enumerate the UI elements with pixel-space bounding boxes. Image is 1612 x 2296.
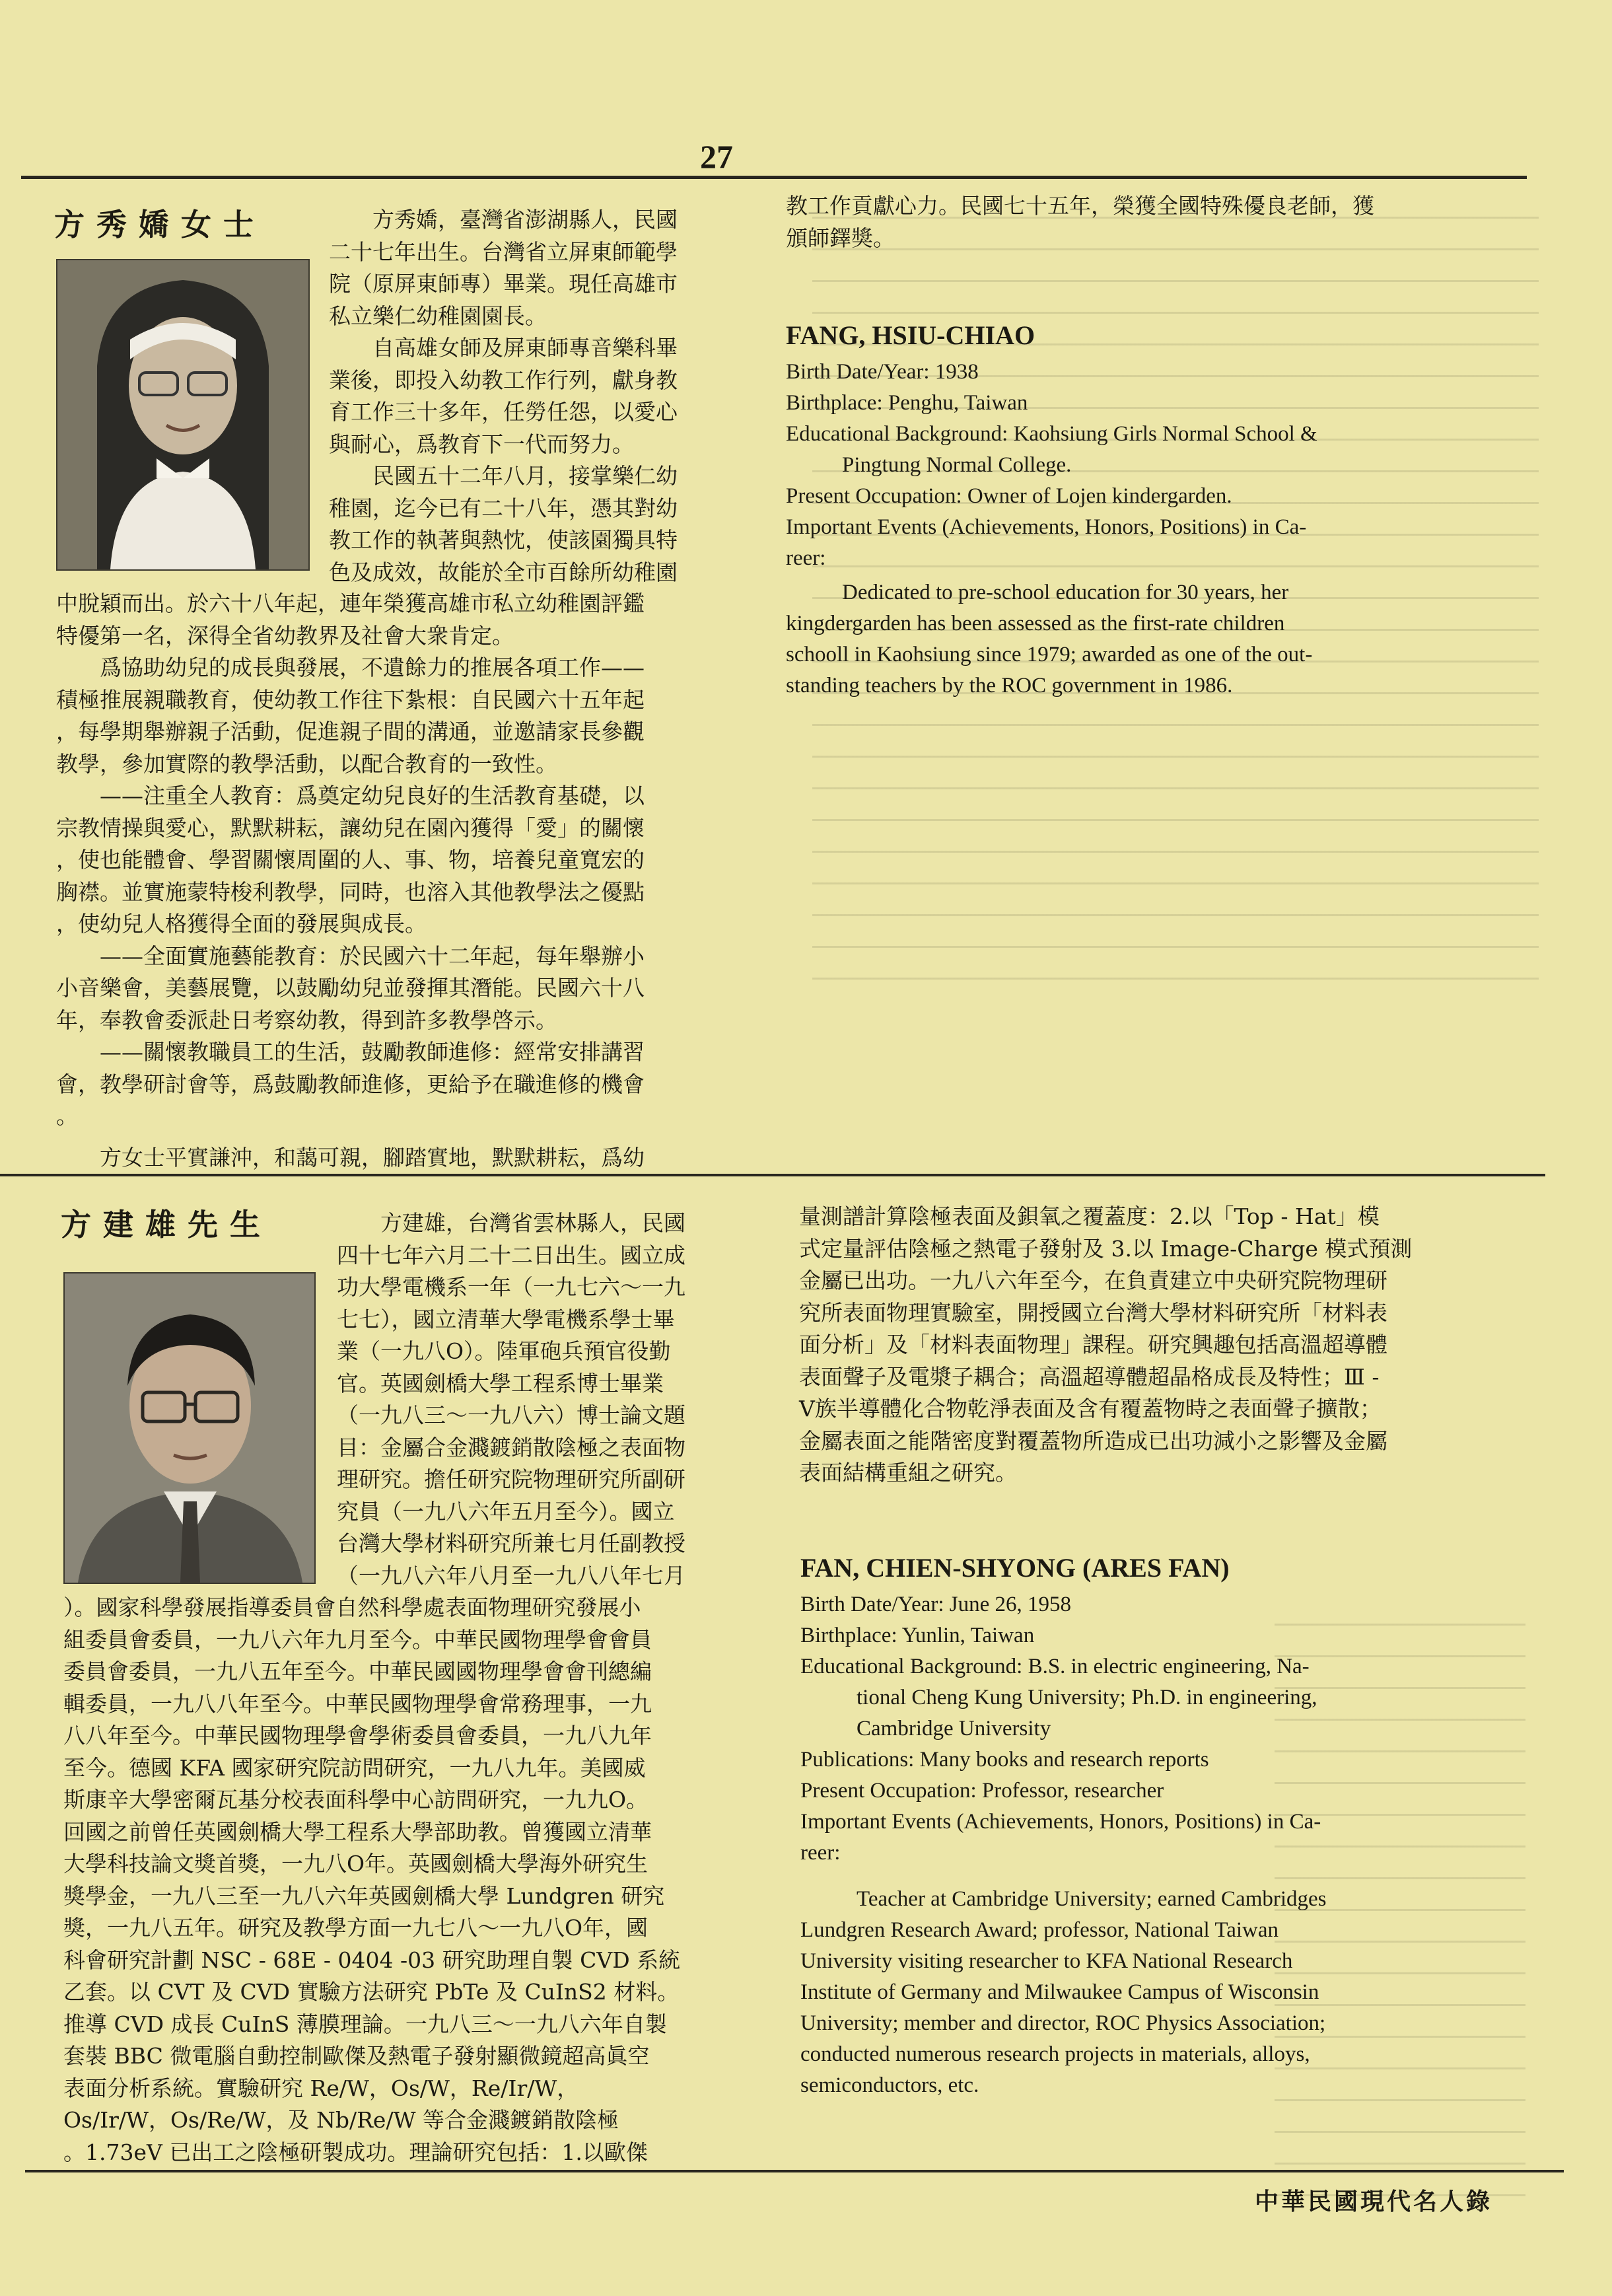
career-line: University; member and director, ROC Physics Association;	[800, 2011, 1326, 2035]
info-line: reer:	[786, 546, 826, 570]
bio-line: 量測譜計算陰極表面及鋇氧之覆蓋度：2.以「Top - Hat」模	[799, 1203, 1380, 1229]
entry2-bio-zh-wrapped	[337, 1207, 740, 1592]
info-line: reer:	[800, 1841, 841, 1865]
bio-line: 特優第一名，深得全省幼教界及社會大衆肯定。	[56, 622, 514, 649]
bio-line: 爲協助幼兒的成長與發展，不遺餘力的推展各項工作——	[100, 655, 645, 680]
info-line: Birthplace: Yunlin, Taiwan	[800, 1624, 1035, 1647]
career-line: University visiting researcher to KFA National Research	[800, 1949, 1293, 1973]
bio-line: 推導 CVD 成長 CuInS 薄膜理論。一九八三～一九八六年自製	[63, 2011, 667, 2037]
bio-line: 四十七年六月二十二日出生。國立成	[337, 1242, 685, 1268]
bio-line: 稚園，迄今已有二十八年，憑其對幼	[329, 495, 678, 521]
bio-line: 年，奉教會委派赴日考察幼教，得到許多教學啓示。	[56, 1007, 557, 1033]
career-line: semiconductors, etc.	[800, 2073, 979, 2097]
bio-line: 大學科技論文獎首獎，一九八O年。英國劍橋大學海外研究生	[63, 1851, 648, 1877]
book-title-footer: 中華民國現代名人錄	[1255, 2188, 1493, 2215]
bio-line: 表面結構重組之研究。	[799, 1460, 1017, 1486]
bio-line: 組委員會委員，一九八六年九月至今。中華民國物理學會會員	[63, 1626, 652, 1653]
bio-line: 方秀嬌，臺灣省澎湖縣人，民國	[372, 207, 678, 233]
info-line: Birth Date/Year: June 26, 1958	[800, 1593, 1072, 1616]
bio-line: 究所表面物理實驗室，開授國立台灣大學材料研究所「材料表	[799, 1299, 1387, 1326]
info-line: Cambridge University	[857, 1717, 1051, 1740]
bio-line: （一九八六年八月至一九八八年七月	[337, 1562, 685, 1589]
bio-line: 二十七年出生。台灣省立屏東師範學	[329, 238, 678, 265]
bio-line: 台灣大學材料研究所兼七月任副教授	[337, 1530, 685, 1556]
bio-line: 。1.73eV 已出工之陰極研製成功。理論研究包括：1.以歐傑	[63, 2139, 648, 2165]
bio-line: Os/Ir/W，Os/Re/W，及 Nb/Re/W 等合金濺鍍銷散陰極	[63, 2107, 619, 2133]
bio-line: 獎學金，一九八三至一九八六年英國劍橋大學 Lundgren 研究	[63, 1883, 665, 1909]
career-line: conducted numerous research projects in materials, alloys,	[800, 2042, 1310, 2066]
bio-line: 方女士平實謙沖，和藹可親，腳踏實地，默默耕耘，爲幼	[100, 1144, 645, 1170]
info-line: Present Occupation: Professor, researcher	[800, 1779, 1164, 1803]
bio-line: 頒師鐸獎。	[786, 225, 895, 251]
bio-line: 民國五十二年八月，接掌樂仁幼	[372, 463, 678, 489]
bio-line: 教學，參加實際的教學活動，以配合教育的一致性。	[56, 750, 557, 777]
bio-line: 七七），國立清華大學電機系學士畢	[337, 1306, 675, 1332]
bio-line: ，使也能體會、學習關懷周圍的人、事、物，培養兒童寬宏的	[56, 847, 645, 873]
bio-line: 表面分析系統。實驗研究 Re/W，Os/W，Re/Ir/W，	[63, 2075, 579, 2101]
entry1-career-en	[786, 577, 1499, 701]
bio-line: ，每學期舉辦親子活動，促進親子間的溝通，並邀請家長參觀	[56, 719, 645, 744]
bottom-rule	[25, 2170, 1564, 2172]
career-line: schooll in Kaohsiung since 1979; awarded as one of the out-	[786, 643, 1313, 666]
bio-line: 官。英國劍橋大學工程系博士畢業	[337, 1370, 664, 1396]
career-line: Lundgren Research Award; professor, National Taiwan	[800, 1918, 1279, 1942]
entry1-bio-zh-right	[786, 190, 1499, 254]
bio-line: 套裝 BBC 微電腦自動控制歐傑及熱電子發射顯微鏡超高眞空	[63, 2043, 650, 2069]
bio-line: 自高雄女師及屏東師專音樂科畢	[372, 335, 678, 361]
career-line: standing teachers by the ROC government in 1986.	[786, 674, 1233, 698]
bio-line: ——注重全人教育：爲奠定幼兒良好的生活教育基礎，以	[100, 783, 645, 808]
bio-line: 究員（一九八六年五月至今）。國立	[337, 1498, 675, 1525]
info-line: Pingtung Normal College.	[842, 453, 1072, 477]
bio-line: 胸襟。並實施蒙特梭利教學，同時，也溶入其他教學法之優點	[56, 879, 645, 905]
bio-line: 宗教情操與愛心，默默耕耘，讓幼兒在園內獲得「愛」的關懷	[56, 814, 645, 841]
entry-divider	[0, 1174, 1545, 1176]
bio-line: ）。國家科學發展指導委員會自然科學處表面物理研究發展小	[63, 1595, 641, 1620]
bio-line: 斯康辛大學密爾瓦基分校表面科學中心訪問研究，一九九O。	[63, 1787, 648, 1812]
bio-line: Ⅴ族半導體化合物乾淨表面及含有覆蓋物時之表面聲子擴散；	[799, 1396, 1382, 1421]
bio-line: 業（一九八O）。陸軍砲兵預官役勤	[337, 1338, 671, 1364]
career-line: Institute of Germany and Milwaukee Campus of Wisconsin	[800, 1980, 1319, 2004]
entry2-info-en	[800, 1589, 1514, 1869]
career-line: Dedicated to pre-school education for 30 years, her	[842, 581, 1289, 604]
info-line: Educational Background: Kaohsiung Girls Normal School &	[786, 422, 1317, 446]
bio-line: ——關懷教職員工的生活，鼓勵教師進修：經常安排講習	[100, 1039, 645, 1065]
entry2-bio-zh-full	[63, 1592, 744, 2169]
bio-line: 科會研究計劃 NSC - 68E - 0404 -03 研究助理自製 CVD 系統	[63, 1947, 681, 1973]
bio-line: 教工作貢獻心力。民國七十五年，榮獲全國特殊優良老師，獲	[786, 193, 1374, 219]
bio-line: ——全面實施藝能教育：於民國六十二年起，每年舉辦小	[100, 943, 645, 969]
bio-line: 小音樂會，美藝展覽，以鼓勵幼兒並發揮其潛能。民國六十八	[56, 975, 645, 1001]
bio-line: （一九八三～一九八六）博士論文題	[337, 1402, 685, 1428]
bio-line: 式定量評估陰極之熱電子發射及 3.以 Image-Charge 模式預測	[799, 1235, 1413, 1262]
bio-line: 中脫穎而出。於六十八年起，連年榮獲高雄市私立幼稚園評鑑	[56, 591, 645, 616]
entry1-name-zh: 方秀嬌女士	[54, 207, 265, 242]
entry1-name-en: FANG, HSIU-CHIAO	[786, 320, 1035, 350]
bio-line: 會，教學研討會等，爲鼓勵教師進修，更給予在職進修的機會	[56, 1071, 645, 1097]
entry1-bio-zh-wrapped	[329, 204, 725, 589]
bio-line: 委員會委員，一九八五年至今。中華民國國物理學會會刊總編	[63, 1659, 652, 1684]
info-line: Publications: Many books and research reports	[800, 1748, 1209, 1772]
info-line: Present Occupation: Owner of Lojen kindergarden.	[786, 484, 1232, 508]
bio-line: ，使幼兒人格獲得全面的發展與成長。	[56, 911, 427, 937]
bio-line: 私立樂仁幼稚園園長。	[329, 303, 547, 329]
bio-line: 業後，即投入幼教工作行列，獻身教	[329, 367, 678, 393]
entry2-name-en: FAN, CHIEN-SHYONG (ARES FAN)	[800, 1553, 1230, 1583]
entry1-bio-zh-full	[56, 588, 736, 1174]
info-line: Important Events (Achievements, Honors, Positions) in Ca-	[800, 1810, 1321, 1834]
page-number: 27	[700, 138, 733, 175]
bio-line: 。	[56, 1103, 78, 1129]
bio-line: 與耐心，爲教育下一代而努力。	[329, 431, 634, 457]
bio-line: 理研究。擔任研究院物理研究所副研	[337, 1466, 685, 1492]
entry2-bio-zh-right	[799, 1201, 1499, 1489]
bio-line: 色及成效，故能於全市百餘所幼稚園	[329, 559, 678, 585]
info-line: Birth Date/Year: 1938	[786, 360, 979, 384]
info-line: Educational Background: B.S. in electric engineering, Na-	[800, 1655, 1310, 1678]
bio-line: 表面聲子及電漿子耦合；高溫超導體超晶格成長及特性；Ⅲ -	[799, 1363, 1380, 1390]
bio-line: 面分析」及「材料表面物理」課程。研究興趣包括高溫超導體	[799, 1332, 1387, 1357]
entry1-info-en	[786, 357, 1499, 574]
bio-line: 目：金屬合金濺鍍銷散陰極之表面物	[337, 1434, 685, 1460]
career-line: kingdergarden has been assessed as the first-rate children	[786, 612, 1285, 635]
top-rule	[21, 176, 1527, 179]
bio-line: 金屬表面之能階密度對覆蓋物所造成已出功減小之影響及金屬	[799, 1427, 1387, 1454]
bio-line: 輯委員，一九八八年至今。中華民國物理學會常務理事，一九	[63, 1690, 652, 1717]
info-line: tional Cheng Kung University; Ph.D. in engineering,	[857, 1686, 1317, 1709]
bio-line: 院（原屏東師專）畢業。現任高雄市	[329, 271, 678, 297]
entry2-career-en	[800, 1884, 1514, 2101]
info-line: Important Events (Achievements, Honors, Positions) in Ca-	[786, 515, 1307, 539]
entry1-portrait-photo	[56, 259, 310, 571]
info-line: Birthplace: Penghu, Taiwan	[786, 391, 1028, 415]
bio-line: 金屬已出功。一九八六年至今，在負責建立中央研究院物理研	[799, 1268, 1387, 1293]
bio-line: 獎，一九八五年。研究及教學方面一九七八～一九八O年，國	[63, 1915, 648, 1941]
bio-line: 教工作的執著與熱忱，使該園獨具特	[329, 527, 678, 553]
bio-line: 積極推展親職教育，使幼教工作往下紮根：自民國六十五年起	[56, 686, 645, 713]
bio-line: 回國之前曾任英國劍橋大學工程系大學部助教。曾獲國立清華	[63, 1818, 652, 1845]
bio-line: 乙套。以 CVT 及 CVD 實驗方法研究 PbTe 及 CuInS2 材料。	[63, 1979, 680, 2005]
entry2-portrait-photo	[63, 1272, 316, 1584]
entry2-portrait-image	[65, 1274, 314, 1583]
bio-line: 至今。德國 KFA 國家研究院訪問研究，一九八九年。美國威	[63, 1754, 646, 1781]
bio-line: 育工作三十多年，任勞任怨，以愛心	[329, 399, 678, 425]
entry2-name-zh: 方建雄先生	[61, 1207, 272, 1242]
bio-line: 功大學電機系一年（一九七六～一九	[337, 1274, 685, 1300]
bio-line: 八八年至今。中華民國物理學會學術委員會委員，一九八九年	[63, 1723, 652, 1748]
career-line: Teacher at Cambridge University; earned Cambridges	[857, 1887, 1327, 1911]
entry1-portrait-image	[57, 260, 308, 569]
bio-line: 方建雄，台灣省雲林縣人，民國	[380, 1210, 685, 1236]
